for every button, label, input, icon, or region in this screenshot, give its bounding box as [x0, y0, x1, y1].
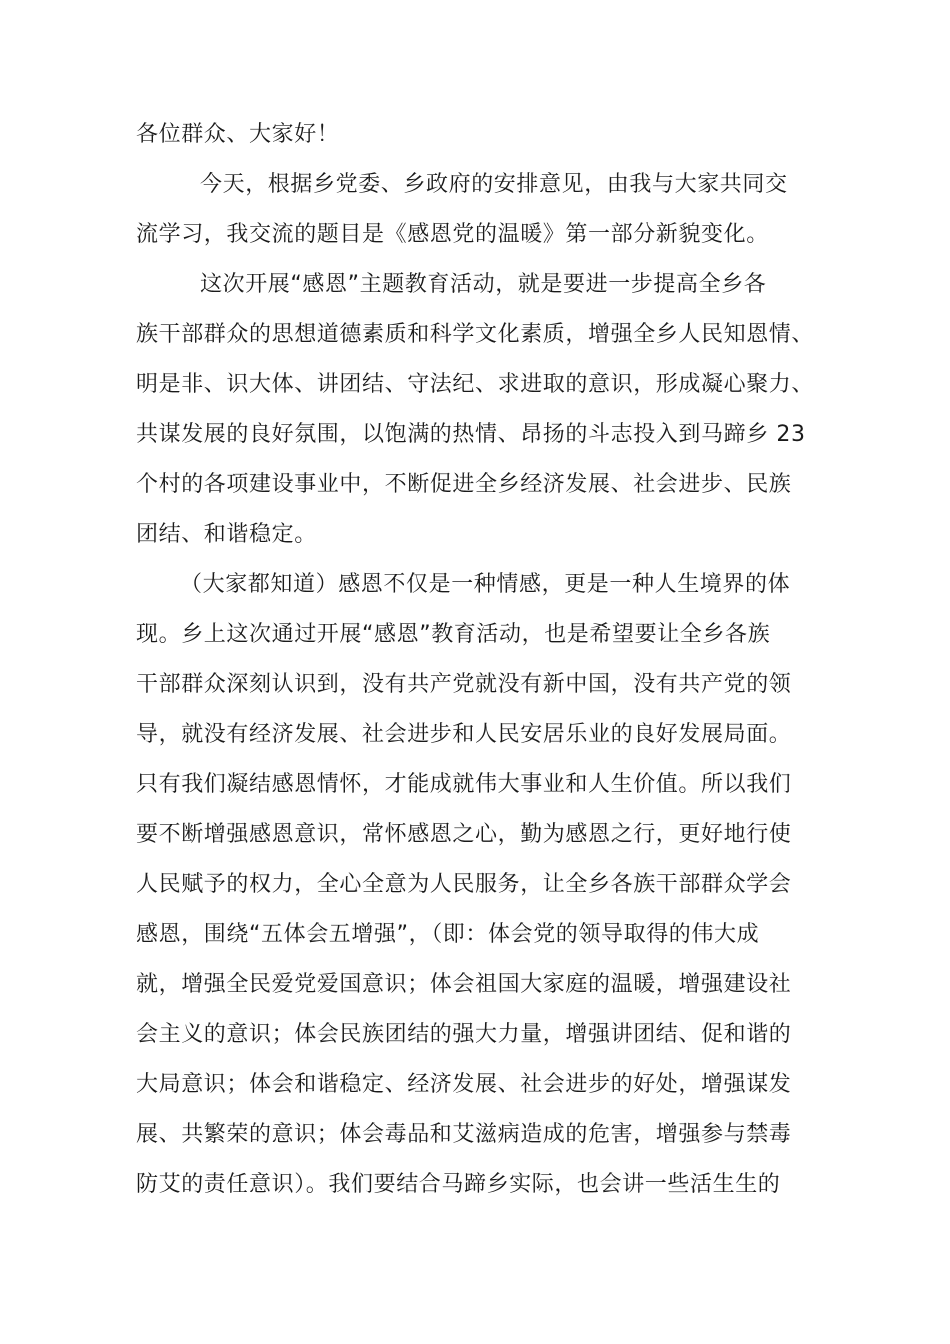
paragraph-3-line-12: 展、共繁荣的意识；体会毒品和艾滋病造成的危害，增强参与禁毒	[136, 1122, 792, 1147]
paragraph-2-line-4: 共谋发展的良好氛围，以饱满的热情、昂扬的斗志投入到马蹄乡 23	[136, 422, 806, 447]
paragraph-3-line-13: 防艾的责任意识）。我们要结合马蹄乡实际，也会讲一些活生生的	[136, 1172, 781, 1197]
paragraph-3-line-11: 大局意识；体会和谐稳定、经济发展、社会进步的好处，增强谋发	[136, 1072, 792, 1097]
paragraph-1-line-2: 流学习，我交流的题目是《感恩党的温暖》第一部分新貌变化。	[136, 222, 769, 247]
paragraph-3-line-2: 现。乡上这次通过开展“感恩”教育活动，也是希望要让全乡各族	[136, 622, 771, 647]
greeting-line: 各位群众、大家好！	[136, 122, 340, 147]
paragraph-3-line-5: 只有我们凝结感恩情怀，才能成就伟大事业和人生价值。所以我们	[136, 772, 792, 797]
paragraph-2-line-2: 族干部群众的思想道德素质和科学文化素质，增强全乡人民知恩情、	[136, 322, 815, 347]
paragraph-3-line-6: 要不断增强感恩意识，常怀感恩之心，勤为感恩之行，更好地行使	[136, 822, 792, 847]
paragraph-3-line-8: 感恩，围绕“五体会五增强”，（即：体会党的领导取得的伟大成	[136, 922, 760, 947]
paragraph-3-line-7: 人民赋予的权力，全心全意为人民服务，让全乡各族干部群众学会	[136, 872, 792, 897]
paragraph-3-line-1: （大家都知道）感恩不仅是一种情感，更是一种人生境界的体	[180, 572, 791, 597]
paragraph-3-line-9: 就，增强全民爱党爱国意识；体会祖国大家庭的温暖，增强建设社	[136, 972, 792, 997]
paragraph-2-line-3: 明是非、识大体、讲团结、守法纪、求进取的意识，形成凝心聚力、	[136, 372, 815, 397]
paragraph-1-line-1: 今天，根据乡党委、乡政府的安排意见，由我与大家共同交	[200, 172, 788, 197]
paragraph-2-line-5: 个村的各项建设事业中，不断促进全乡经济发展、社会进步、民族	[136, 472, 792, 497]
paragraph-3-line-10: 会主义的意识；体会民族团结的强大力量，增强讲团结、促和谐的	[136, 1022, 792, 1047]
paragraph-3-line-4: 导，就没有经济发展、社会进步和人民安居乐业的良好发展局面。	[136, 722, 792, 747]
paragraph-2-line-1: 这次开展“感恩”主题教育活动，就是要进一步提高全乡各	[200, 272, 767, 297]
paragraph-2-line-6: 团结、和谐稳定。	[136, 522, 317, 547]
paragraph-3-line-3: 干部群众深刻认识到，没有共产党就没有新中国，没有共产党的领	[136, 672, 792, 697]
